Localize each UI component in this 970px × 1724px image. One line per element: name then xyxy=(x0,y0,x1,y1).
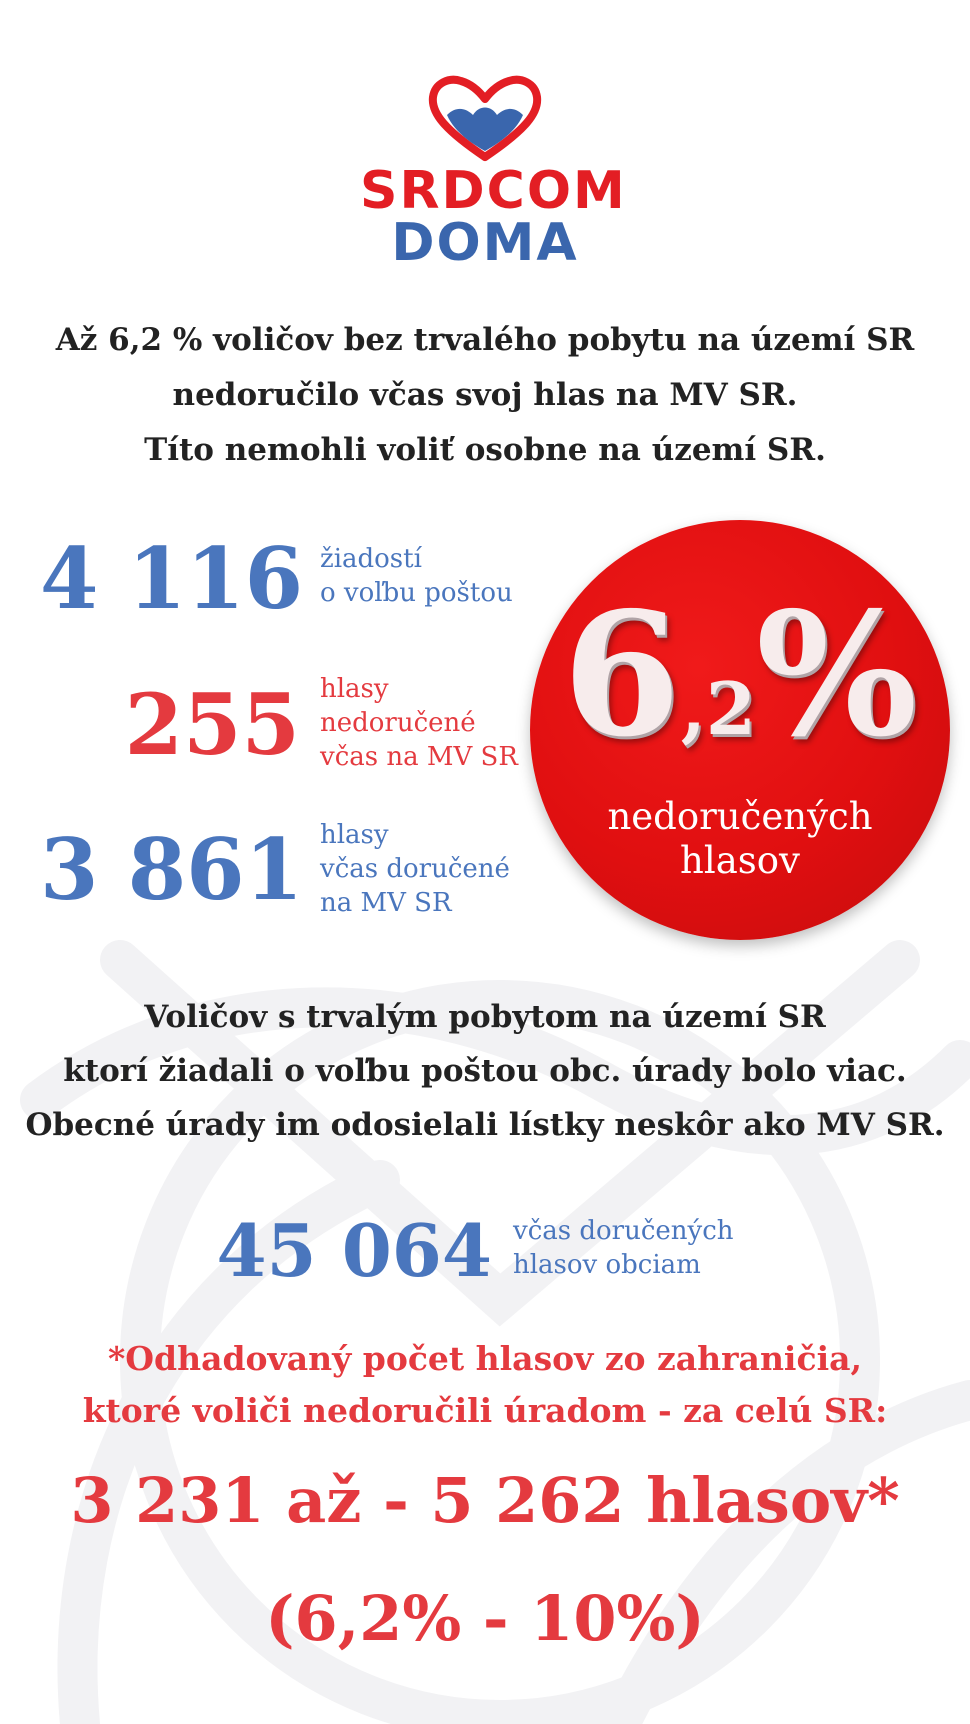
brand-logo xyxy=(360,75,627,285)
label-line: hlasov xyxy=(680,839,800,882)
caption-line: hlasy xyxy=(320,820,389,850)
residents-text xyxy=(0,990,970,1152)
caption-line: hlasov obciam xyxy=(513,1250,701,1280)
caption-line: nedoručené xyxy=(320,708,476,738)
text-line: *Odhadovaný počet hlasov zo zahraničia, xyxy=(108,1339,862,1378)
estimate-range: 3 231 až - 5 262 hlasov* xyxy=(70,1464,900,1537)
intro-line: Až 6,2 % voličov bez trvalého pobytu na území SR xyxy=(55,322,915,358)
stat-undelivered-value: 255 xyxy=(124,675,300,774)
caption-line: včas doručených xyxy=(513,1216,734,1246)
caption-line: včas na MV SR xyxy=(320,742,518,772)
stat-requests-value: 4 116 xyxy=(40,529,304,628)
percentage-circle xyxy=(530,520,950,940)
estimate-text xyxy=(0,1333,970,1437)
caption-line: žiadostí xyxy=(320,544,422,574)
estimate-percent-range: (6,2% - 10%) xyxy=(265,1582,705,1655)
text-line: Obecné úrady im odosielali lístky neskôr ako MV SR. xyxy=(25,1107,945,1143)
brand-line-2: DOMA xyxy=(391,213,579,273)
intro-line: nedoručilo včas svoj hlas na MV SR. xyxy=(172,377,798,413)
stat-undelivered-caption xyxy=(320,672,518,774)
caption-line: na MV SR xyxy=(320,888,452,918)
text-line: Voličov s trvalým pobytom na území SR xyxy=(144,999,826,1035)
percentage-minor: ,2 xyxy=(680,666,756,751)
stat-requests-caption xyxy=(320,542,513,610)
municipal-caption xyxy=(513,1214,734,1282)
text-line: ktorí žiadali o voľbu poštou obc. úrady bolo viac. xyxy=(63,1053,907,1089)
percentage-value xyxy=(530,575,950,775)
caption-line: včas doručené xyxy=(320,854,510,884)
intro-text xyxy=(0,313,970,478)
intro-line: Títo nemohli voliť osobne na území SR. xyxy=(144,432,826,468)
municipal-value: 45 064 xyxy=(216,1208,492,1293)
percentage-sign: % xyxy=(755,575,918,775)
caption-line: o voľbu poštou xyxy=(320,578,513,608)
stat-delivered-value: 3 861 xyxy=(40,820,304,919)
percentage-major: 6 xyxy=(562,575,681,775)
heart-icon xyxy=(425,75,545,165)
percentage-label xyxy=(530,795,950,883)
brand-line-1: SRDCOM xyxy=(360,161,627,221)
text-line: ktoré voliči nedoručili úradom - za celú SR: xyxy=(82,1391,888,1430)
caption-line: hlasy xyxy=(320,674,389,704)
stat-delivered-caption xyxy=(320,818,510,920)
label-line: nedoručených xyxy=(607,795,873,838)
